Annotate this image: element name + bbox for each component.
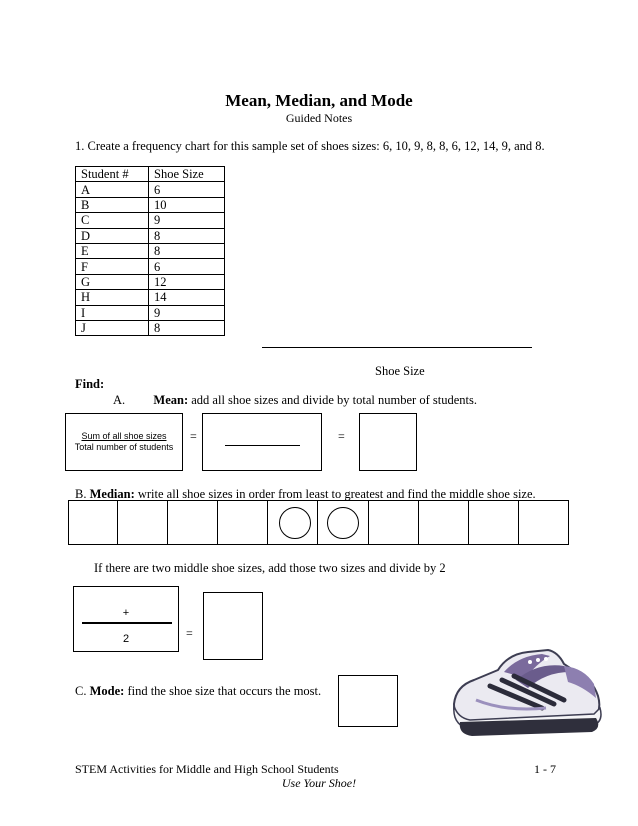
mean-equals-2: = — [338, 429, 345, 443]
mean-text: add all shoe sizes and divide by total number of students. — [188, 393, 477, 407]
mode-label: Mode: — [89, 684, 125, 698]
table-row — [76, 259, 225, 274]
student-cell: J — [76, 320, 149, 335]
mean-formula-box — [65, 413, 183, 471]
page-title: Mean, Median, and Mode — [225, 91, 413, 110]
mean-numerator: Sum of all shoe sizes — [81, 431, 167, 441]
mean-fraction-line — [225, 445, 300, 446]
student-cell: G — [76, 274, 149, 289]
student-cell: I — [76, 305, 149, 320]
student-cell: E — [76, 243, 149, 258]
median-middle-circle[interactable] — [279, 507, 311, 539]
chart-axis-label: Shoe Size — [375, 364, 425, 378]
table-row — [76, 182, 225, 197]
table-header: Shoe Size — [149, 167, 225, 182]
shoe-size-cell: 12 — [149, 274, 225, 289]
table-row — [76, 228, 225, 243]
footer-page-number: 1 - 7 — [534, 762, 556, 776]
median-letter: B. — [75, 487, 87, 501]
find-label: Find: — [75, 377, 105, 391]
question-1: 1. Create a frequency chart for this sample set of shoes sizes: 6, 10, 9, 8, 8, 6, 12, 14, 9, and 8. — [75, 139, 545, 153]
median-label: Median: — [89, 487, 135, 501]
median-order-cell[interactable] — [118, 500, 168, 545]
shoe-size-cell: 6 — [149, 182, 225, 197]
shoe-size-cell: 8 — [149, 320, 225, 335]
table-row — [76, 320, 225, 335]
median-middle-circle[interactable] — [327, 507, 359, 539]
table-row — [76, 197, 225, 212]
median-divisor: 2 — [122, 633, 130, 645]
mean-instruction — [113, 393, 477, 408]
mean-equals-1: = — [190, 429, 197, 443]
student-cell: D — [76, 228, 149, 243]
mean-denominator: Total number of students — [74, 442, 174, 452]
mode-letter: C. — [75, 684, 87, 698]
student-cell: F — [76, 259, 149, 274]
table-row — [76, 305, 225, 320]
median-fraction-line — [82, 622, 172, 624]
frequency-table — [75, 166, 225, 336]
student-cell: C — [76, 213, 149, 228]
mean-label: Mean: — [153, 393, 189, 407]
median-order-cell[interactable] — [218, 500, 268, 545]
median-order-cell[interactable] — [419, 500, 469, 545]
footer-left: STEM Activities for Middle and High School Students — [75, 762, 339, 776]
mode-instruction — [75, 684, 321, 699]
mean-letter: A. — [113, 393, 126, 407]
table-header: Student # — [76, 167, 149, 182]
table-row — [76, 213, 225, 228]
table-row — [76, 243, 225, 258]
shoe-size-cell: 14 — [149, 290, 225, 305]
running-shoe-icon — [446, 642, 606, 742]
page-subtitle: Guided Notes — [285, 111, 353, 125]
median-equals: = — [186, 626, 193, 640]
table-row — [76, 290, 225, 305]
median-order-cell[interactable] — [469, 500, 519, 545]
shoe-size-cell: 8 — [149, 243, 225, 258]
student-cell: B — [76, 197, 149, 212]
student-cell: H — [76, 290, 149, 305]
median-average-box[interactable] — [73, 586, 179, 652]
median-note: If there are two middle shoe sizes, add those two sizes and divide by 2 — [94, 561, 446, 575]
mean-answer-box[interactable] — [359, 413, 417, 471]
median-order-cell[interactable] — [68, 500, 118, 545]
median-order-cell[interactable] — [369, 500, 419, 545]
footer-tagline: Use Your Shoe! — [281, 776, 357, 790]
median-text: write all shoe sizes in order from least to greatest and find the middle shoe size. — [134, 487, 536, 501]
table-header-row — [76, 167, 225, 182]
median-plus: + — [122, 607, 130, 619]
shoe-size-cell: 8 — [149, 228, 225, 243]
mode-text: find the shoe size that occurs the most. — [124, 684, 322, 698]
median-answer-box[interactable] — [203, 592, 263, 660]
mean-sum-box[interactable] — [202, 413, 322, 471]
table-row — [76, 274, 225, 289]
median-order-cell[interactable] — [168, 500, 218, 545]
shoe-size-cell: 9 — [149, 305, 225, 320]
shoe-size-cell: 6 — [149, 259, 225, 274]
chart-x-axis-line — [262, 347, 532, 348]
student-cell: A — [76, 182, 149, 197]
mode-answer-box[interactable] — [338, 675, 398, 727]
shoe-size-cell: 10 — [149, 197, 225, 212]
shoe-size-cell: 9 — [149, 213, 225, 228]
